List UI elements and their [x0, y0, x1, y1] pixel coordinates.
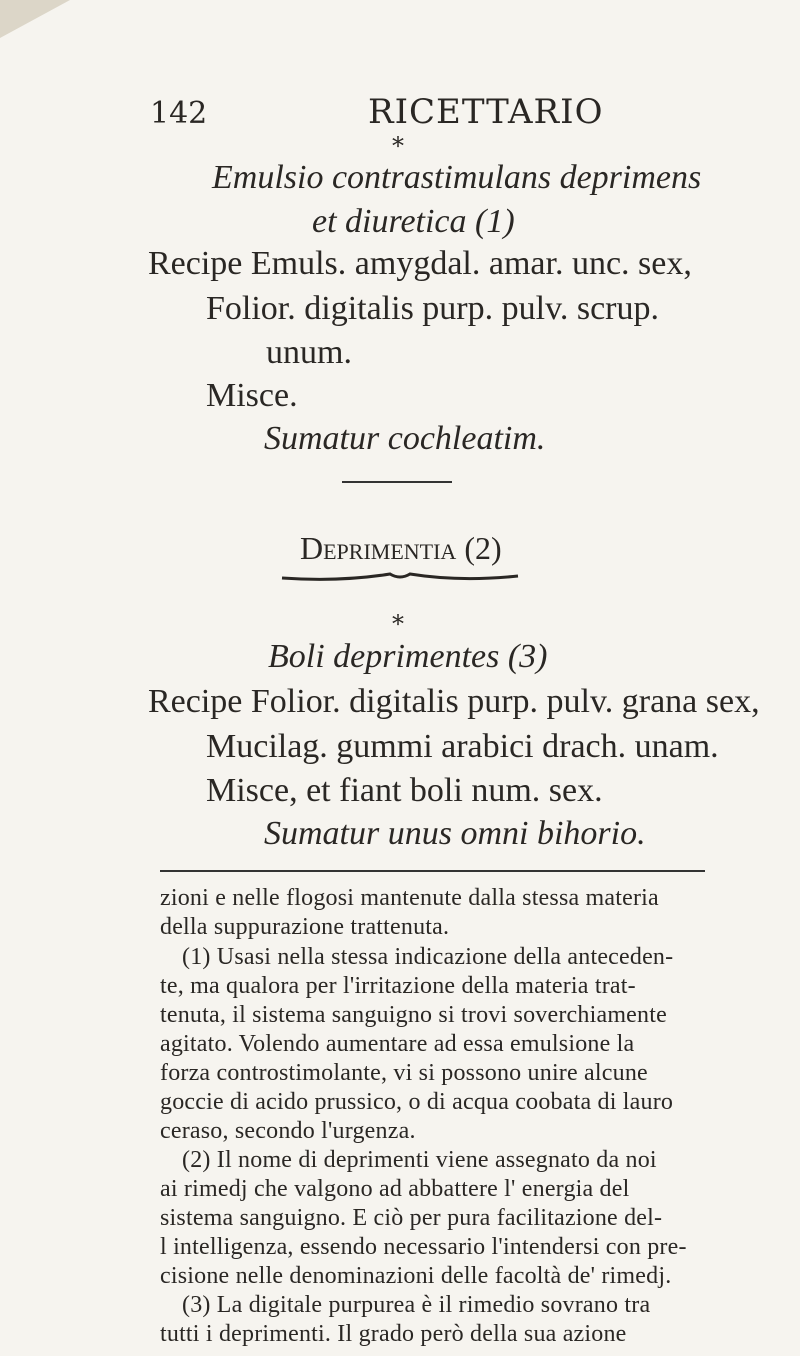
- page-corner-mark: [0, 0, 70, 40]
- ornamental-rule: [280, 570, 520, 586]
- recipe-line: Recipe Emuls. amygdal. amar. unc. sex,: [148, 245, 692, 282]
- recipe-instruction: Sumatur unus omni bihorio.: [264, 815, 646, 852]
- recipe-line: Mucilag. gummi arabici drach. unam.: [206, 728, 719, 765]
- footnote-line: (3) La digitale purpurea è il rimedio sovrano tra: [182, 1292, 651, 1318]
- recipe-line: Folior. digitalis purp. pulv. scrup.: [206, 290, 660, 327]
- footnote-line: goccie di acido prussico, o di acqua coobata di lauro: [160, 1089, 674, 1115]
- recipe-line: unum.: [266, 334, 352, 371]
- footnote-line: (1) Usasi nella stessa indicazione della anteceden-: [182, 944, 674, 970]
- recipe-title: Boli deprimentes (3): [268, 638, 548, 675]
- section-asterisk: *: [392, 132, 404, 160]
- recipe-line: Misce, et fiant boli num. sex.: [206, 772, 603, 809]
- footnote-line: ceraso, secondo l'urgenza.: [160, 1118, 416, 1144]
- section-heading: Deprimentia (2): [300, 530, 502, 566]
- footnote-line: (2) Il nome di deprimenti viene assegnato da noi: [182, 1147, 657, 1173]
- footnote-line: tutti i deprimenti. Il grado però della sua azione: [160, 1321, 627, 1347]
- running-title: RICETTARIO: [368, 92, 604, 132]
- footnote-line: della suppurazione trattenuta.: [160, 914, 450, 940]
- page-number: 142: [150, 96, 208, 131]
- footnote-line: zioni e nelle flogosi mantenute dalla stessa materia: [160, 885, 659, 911]
- footnote-rule: [160, 870, 705, 872]
- recipe-line: Misce.: [206, 377, 298, 414]
- footnote-line: agitato. Volendo aumentare ad essa emulsione la: [160, 1031, 635, 1057]
- recipe-line: Recipe Folior. digitalis purp. pulv. grana sex,: [148, 683, 760, 720]
- footnote-line: ai rimedj che valgono ad abbattere l' energia del: [160, 1176, 630, 1202]
- footnote-line: sistema sanguigno. E ciò per pura facilitazione del-: [160, 1205, 663, 1231]
- footnote-line: tenuta, il sistema sanguigno si trovi soverchiamente: [160, 1002, 667, 1028]
- footnote-line: te, ma qualora per l'irritazione della materia trat-: [160, 973, 636, 999]
- recipe-instruction: Sumatur cochleatim.: [264, 420, 546, 457]
- footnote-line: forza controstimolante, vi si possono unire alcune: [160, 1060, 648, 1086]
- recipe-title-line2: et diuretica (1): [312, 203, 515, 240]
- section-divider: [342, 481, 452, 483]
- footnote-line: l intelligenza, essendo necessario l'intendersi con pre-: [160, 1234, 687, 1260]
- section-asterisk: *: [392, 610, 404, 638]
- recipe-title-line1: Emulsio contrastimulans deprimens: [212, 159, 702, 196]
- footnote-line: cisione nelle denominazioni delle facoltà de' rimedj.: [160, 1263, 672, 1289]
